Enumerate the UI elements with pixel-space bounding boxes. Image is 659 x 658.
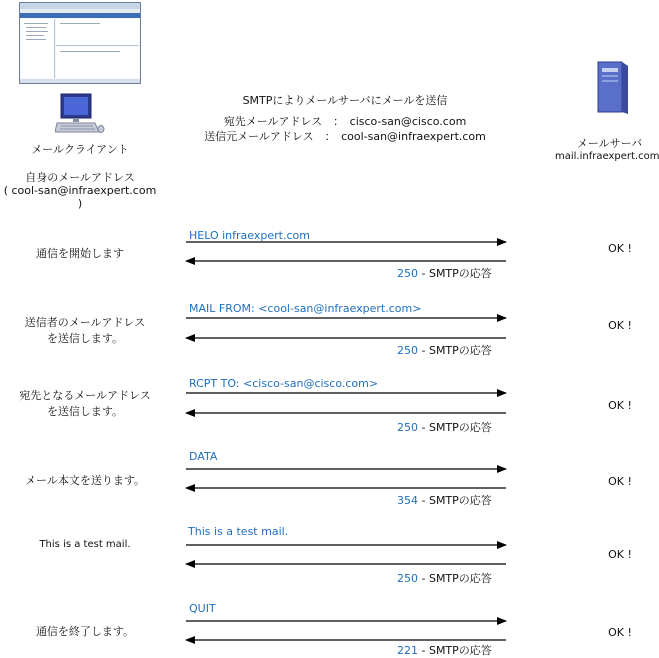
- own-address-label: 自身のメールアドレス: [25, 171, 135, 184]
- recipient-address: 宛先メールアドレス ： cisco-san@cisco.com: [223, 115, 467, 128]
- step-2-description: 送信者のメールアドレス を送信します。: [24, 316, 146, 345]
- step-2-command: MAIL FROM: <cool-san@infraexpert.com>: [189, 302, 422, 315]
- step-5-response: 250 - SMTPの応答: [397, 572, 492, 585]
- step-6-response: 221 - SMTPの応答: [397, 644, 492, 657]
- step-1-description: 通信を開始します: [36, 247, 124, 260]
- step-1-command: HELO infraexpert.com: [189, 229, 310, 242]
- step-1-status: OK !: [608, 242, 632, 255]
- client-label: メールクライアント: [31, 143, 129, 156]
- step-2-status: OK !: [608, 319, 632, 332]
- step-1-response: 250 - SMTPの応答: [397, 267, 492, 280]
- step-5-status: OK !: [608, 548, 632, 561]
- step-3-command: RCPT TO: <cisco-san@cisco.com>: [189, 377, 379, 390]
- step-4-command: DATA: [189, 450, 218, 463]
- server-label: メールサーバ: [576, 137, 643, 150]
- own-address: ( cool-san@infraexpert.com ): [3, 184, 157, 210]
- step-3-response: 250 - SMTPの応答: [397, 421, 492, 434]
- server-host: mail.infraexpert.com: [555, 151, 659, 162]
- step-3-description: 宛先となるメールアドレス を送信します。: [19, 389, 151, 418]
- sender-address: 送信元メールアドレス ： cool-san@infraexpert.com: [204, 130, 486, 143]
- step-3-status: OK !: [608, 399, 632, 412]
- step-5-description: This is a test mail.: [39, 539, 131, 550]
- step-6-status: OK !: [608, 626, 632, 639]
- step-5-command: This is a test mail.: [188, 525, 289, 538]
- step-6-command: QUIT: [189, 602, 216, 615]
- diagram-title: SMTPによりメールサーバにメールを送信: [242, 94, 448, 107]
- step-4-status: OK !: [608, 475, 632, 488]
- step-2-response: 250 - SMTPの応答: [397, 344, 492, 357]
- step-6-description: 通信を終了します。: [35, 625, 135, 638]
- step-4-response: 354 - SMTPの応答: [397, 494, 492, 507]
- step-4-description: メール本文を送ります。: [25, 474, 145, 487]
